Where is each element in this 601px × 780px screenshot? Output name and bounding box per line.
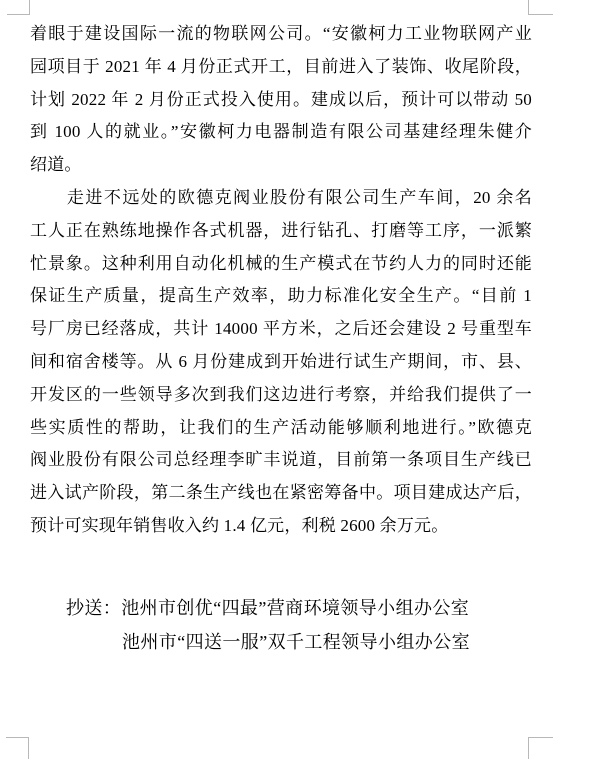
text-line: 着眼于建设国际一流的物联网公司。“安徽柯力工业物联网产业 xyxy=(30,24,532,43)
text-boundary-mark-top-left xyxy=(7,0,30,15)
body-text xyxy=(30,13,532,543)
text-line: 工人正在熟练地操作各式机器，进行钻孔、打磨等工序，一派繁 xyxy=(30,220,532,240)
cc-block xyxy=(30,591,570,659)
text-line: 计划 2022 年 2 月份正式投入使用。建成以后，预计可以带动 50 xyxy=(30,89,532,109)
text-line: 号厂房已经落成，共计 14000 平方米，之后还会建设 2 号重型车 xyxy=(30,319,532,339)
text-line: 忙景象。这种利用自动化机械的生产模式在节约人力的同时还能 xyxy=(30,253,532,273)
text-line: 进入试产阶段，第二条生产线也在紧密筹备中。项目建成达产后， xyxy=(30,483,532,503)
text-line: 保证生产质量，提高生产效率，助力标准化安全生产。“目前 1 xyxy=(30,286,532,306)
text-line: 阀业股份有限公司总经理李旷丰说道，目前第一条项目生产线已 xyxy=(30,450,532,470)
text-line: 预计可实现年销售收入约 1.4 亿元，利税 2600 余万元。 xyxy=(30,515,449,535)
text-line: 园项目于 2021 年 4 月份正式开工，目前进入了装饰、收尾阶段， xyxy=(30,56,532,76)
text-boundary-mark-bottom-left xyxy=(6,737,29,759)
text-line: 间和宿舍楼等。从 6 月份建成到开始进行试生产期间，市、县、 xyxy=(30,351,532,371)
text-line: 走进不远处的欧德克阀业股份有限公司生产车间，20 余名 xyxy=(30,187,532,207)
text-line: 些实质性的帮助，让我们的生产活动能够顺利地进行。”欧德克 xyxy=(30,417,532,437)
cc-line: 抄送：池州市创优“四最”营商环境领导小组办公室 xyxy=(66,598,470,618)
text-boundary-mark-bottom-right xyxy=(528,737,553,759)
cc-line: 池州市“四送一服”双千工程领导小组办公室 xyxy=(122,632,470,652)
text-line: 开发区的一些领导多次到我们这边进行考察，并给我们提供了一 xyxy=(30,384,532,404)
text-line: 绍道。 xyxy=(30,155,82,175)
text-line: 到 100 人的就业。”安徽柯力电器制造有限公司基建经理朱健介 xyxy=(30,122,532,142)
